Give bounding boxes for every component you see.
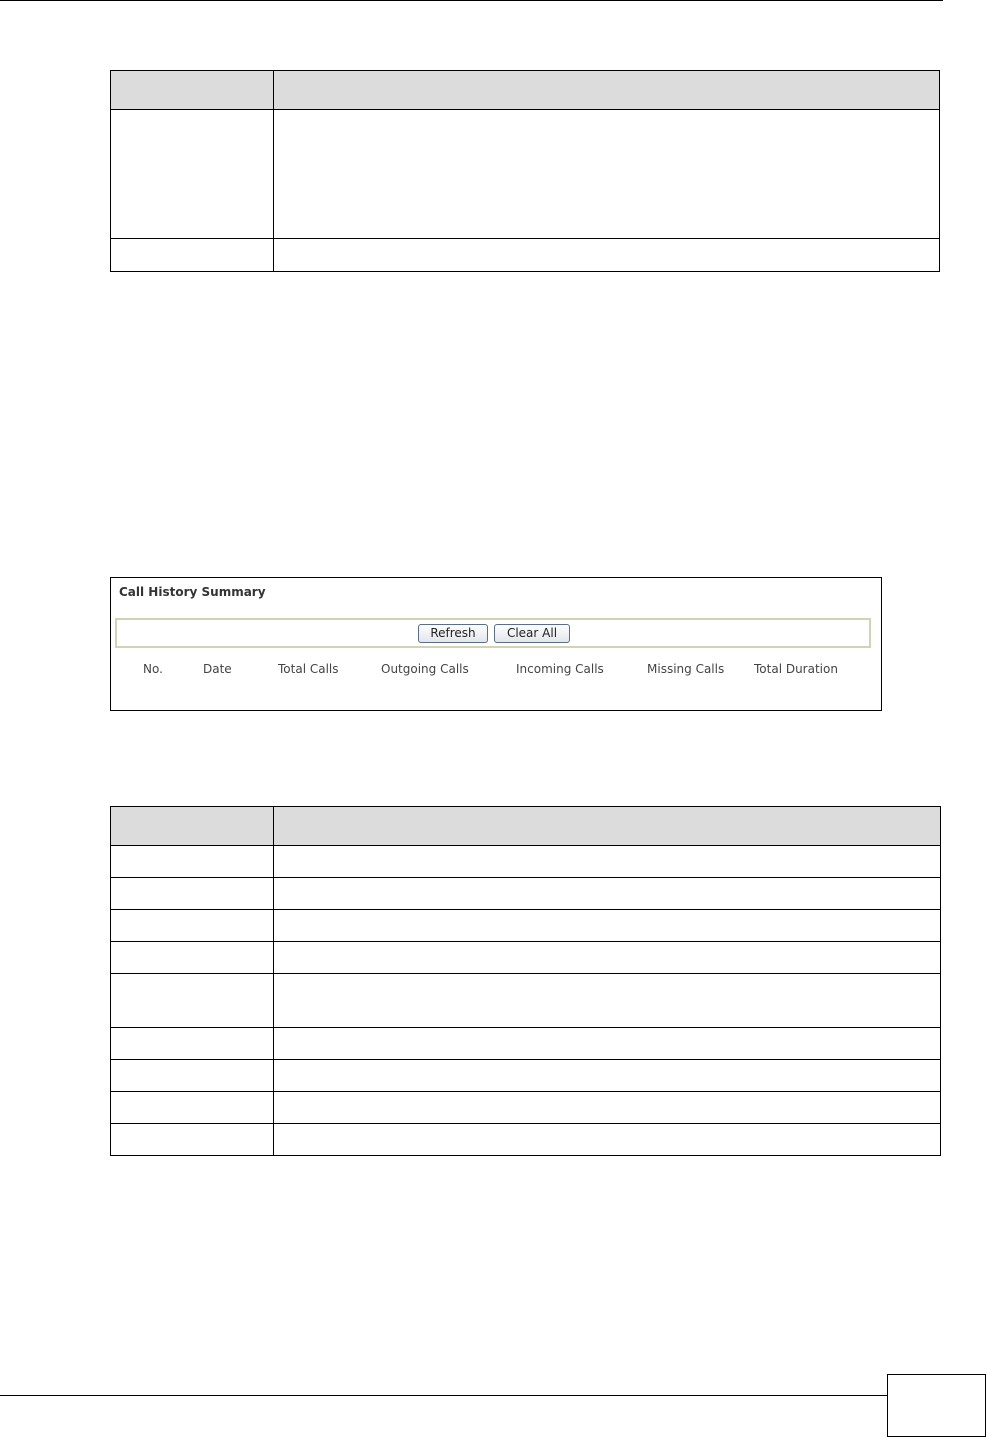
column-header-missing-calls: Missing Calls — [647, 662, 725, 676]
table-header-cell — [111, 807, 274, 846]
table-row — [111, 110, 940, 239]
column-header-total-calls: Total Calls — [278, 662, 339, 676]
table-row — [111, 239, 940, 272]
table-cell — [274, 239, 940, 272]
table-row — [111, 1092, 941, 1124]
table-header-cell — [274, 71, 940, 110]
table-cell — [274, 910, 941, 942]
footer-rule — [0, 1395, 888, 1396]
table-row — [111, 1028, 941, 1060]
table-row — [111, 878, 941, 910]
table-row — [111, 846, 941, 878]
table-row — [111, 974, 941, 1028]
column-header-incoming-calls: Incoming Calls — [516, 662, 604, 676]
table-cell — [111, 846, 274, 878]
table-cell — [111, 878, 274, 910]
table-cell — [111, 239, 274, 272]
table-cell — [274, 110, 940, 239]
table-header-row — [111, 807, 941, 846]
table-header-cell — [274, 807, 941, 846]
table-cell — [274, 1092, 941, 1124]
table-header-row — [111, 71, 940, 110]
table-header-cell — [111, 71, 274, 110]
column-header-total-duration: Total Duration — [754, 662, 838, 676]
table-cell — [111, 110, 274, 239]
table-cell — [111, 1092, 274, 1124]
table-row — [111, 1060, 941, 1092]
column-header-outgoing-calls: Outgoing Calls — [381, 662, 469, 676]
page-number-box — [887, 1374, 986, 1437]
table-cell — [274, 1028, 941, 1060]
header-rule — [0, 0, 943, 1]
clear-all-button[interactable]: Clear All — [494, 624, 570, 643]
table-cell — [274, 974, 941, 1028]
table-cell — [274, 1060, 941, 1092]
description-table-top — [110, 70, 940, 272]
table-cell — [274, 846, 941, 878]
table-cell — [111, 942, 274, 974]
table-cell — [111, 1124, 274, 1156]
table-row — [111, 910, 941, 942]
table-row — [111, 1124, 941, 1156]
table-cell — [274, 942, 941, 974]
column-header-no: No. — [143, 662, 163, 676]
description-table-bottom — [110, 806, 941, 1156]
refresh-button[interactable]: Refresh — [418, 624, 488, 643]
table-cell — [274, 1124, 941, 1156]
table-cell — [111, 1028, 274, 1060]
table-row — [111, 942, 941, 974]
call-history-summary-panel — [110, 577, 882, 711]
panel-title: Call History Summary — [119, 585, 266, 599]
button-bar — [115, 618, 871, 648]
table-cell — [111, 910, 274, 942]
column-header-date: Date — [203, 662, 232, 676]
table-cell — [111, 974, 274, 1028]
table-cell — [274, 878, 941, 910]
table-cell — [111, 1060, 274, 1092]
